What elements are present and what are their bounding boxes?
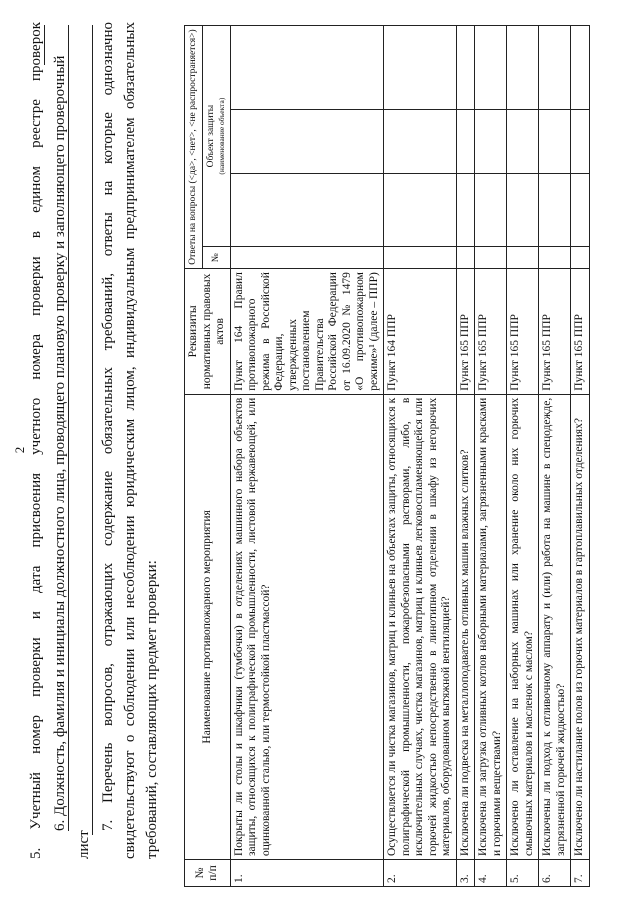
row-requisites: Пункт 164 ППР	[384, 269, 457, 395]
answer-cell[interactable]	[571, 173, 590, 247]
answer-cell[interactable]	[475, 110, 507, 173]
row-name: Осуществляется ли чистка магазинов, матриц и клиньев на объектах защиты, относящихся к полиграфической промышленности, пожаробезопасными растворами, либо, в исключительных случаях, чистка магазинов, матриц и клиньев легковоспламеняющейся или горючей жидкостью непосредственно в линотипном отделении в шкафу из негорючих материалов, оборудованном вытяжной вентиляцией?	[384, 394, 457, 859]
item-6-continuation: лист	[76, 830, 92, 859]
row-num: 7.	[571, 860, 590, 887]
answer-cell[interactable]	[571, 110, 590, 173]
header-name: Наименование противопожарного мероприятия	[185, 394, 231, 859]
answer-cell[interactable]	[475, 173, 507, 247]
header-object-protection: Объект защиты	[206, 104, 217, 168]
table-row	[384, 26, 457, 887]
table-row	[230, 26, 384, 887]
row-requisites: Пункт 165 ППР	[456, 269, 475, 395]
underline	[44, 25, 45, 65]
answer-cell[interactable]	[475, 26, 507, 110]
header-answers: Ответы на вопросы (<да>, <нет>, <не распространяется>)	[185, 26, 203, 269]
answer-cell[interactable]	[456, 173, 475, 247]
table-row	[539, 26, 571, 887]
row-num: 1.	[230, 860, 384, 887]
row-num: 2.	[384, 860, 457, 887]
answer-cell[interactable]	[230, 26, 384, 110]
row-name: Исключена ли загрузка отливных котлов наборными материалами, загрязненными красками и горючими веществами?	[475, 394, 507, 859]
answer-cell[interactable]	[456, 247, 475, 269]
answer-cell[interactable]	[539, 247, 571, 269]
header-object	[202, 26, 230, 247]
answer-cell[interactable]	[539, 110, 571, 173]
answer-cell[interactable]	[230, 247, 384, 269]
table-header-row	[185, 26, 203, 887]
answer-cell[interactable]	[507, 110, 539, 173]
header-object-name: (наименование объекта)	[217, 97, 227, 175]
row-name: Исключены ли подход к отливочному аппарату и (или) работа на машине в спецодежде, загрязненной горючей жидкостью?	[539, 394, 571, 859]
row-name: Исключено ли оставление на наборных машинах или хранение около них горючих смывочных материалов и масленок с маслом?	[507, 394, 539, 859]
row-name: Исключена ли подвеска на металлоподаватель отливных машин влажных слитков?	[456, 394, 475, 859]
row-name: Исключено ли настилание полов из горючих материалов в гартоплавильных отделениях?	[571, 394, 590, 859]
row-num: 3.	[456, 860, 475, 887]
item-7-line: 7. Перечень вопросов, отражающих содержание обязательных требований, ответы на которые однозначно	[100, 22, 116, 831]
row-requisites: Пункт 165 ППР	[475, 269, 507, 395]
answer-cell[interactable]	[507, 26, 539, 110]
answer-cell[interactable]	[456, 26, 475, 110]
table-row	[507, 26, 539, 887]
answer-cell[interactable]	[539, 26, 571, 110]
item-5-line: 5. Учетный номер проверки и дата присвоения учетного номера проверки в едином реестре проверок	[28, 22, 44, 859]
item-7-line-2: свидетельствуют о соблюдении или несоблюдении юридическим лицом, индивидуальным предпринимателем обязательных	[122, 22, 138, 859]
page-number: 2	[12, 446, 27, 454]
table-row	[475, 26, 507, 887]
row-requisites: Пункт 165 ППР	[539, 269, 571, 395]
checklist-table	[184, 25, 590, 887]
answer-cell[interactable]	[539, 173, 571, 247]
answer-cell[interactable]	[384, 26, 457, 110]
answer-cell[interactable]	[384, 173, 457, 247]
table-row	[456, 26, 475, 887]
row-num: 4.	[475, 860, 507, 887]
answer-cell[interactable]	[571, 26, 590, 110]
answer-cell[interactable]	[384, 110, 457, 173]
answer-cell[interactable]	[475, 247, 507, 269]
answer-cell[interactable]	[571, 247, 590, 269]
underline	[68, 25, 69, 831]
row-requisites: Пункт 165 ППР	[571, 269, 590, 395]
row-num: 6.	[539, 860, 571, 887]
answer-cell[interactable]	[384, 247, 457, 269]
answer-cell[interactable]	[507, 173, 539, 247]
row-requisites: Пункт 165 ППР	[507, 269, 539, 395]
answer-cell[interactable]	[230, 173, 384, 247]
answer-cell[interactable]	[230, 110, 384, 173]
underline	[92, 25, 93, 835]
answer-cell[interactable]	[456, 110, 475, 173]
header-requisites: Реквизиты нормативных правовых актов	[185, 269, 231, 395]
item-6-line: 6. Должность, фамилия и инициалы должностного лица, проводящего плановую проверку и заполняющего проверочный	[52, 55, 68, 831]
item-7-line-3: требований, составляющих предмет проверки:	[144, 560, 160, 859]
table-row	[571, 26, 590, 887]
row-name: Покрыты ли столы и шкафчики (тумбочки) в отделениях машинного набора объектов защиты, относящихся к полиграфической промышленности, листовой нержавеющей, или оцинкованной сталью, или термостойкой пластмассой?	[230, 394, 384, 859]
answer-cell[interactable]	[507, 247, 539, 269]
header-num: № п/п	[185, 860, 231, 887]
row-requisites: Пункт 164 Правил противопожарного режима в Российской Федерации, утвержденных постановлением Правительства Российской Федерации от 16.09.2020 № 1479 «О противопожарном режиме»¹ (далее – ППР)	[230, 269, 384, 395]
header-object-no: №	[202, 247, 230, 269]
row-num: 5.	[507, 860, 539, 887]
